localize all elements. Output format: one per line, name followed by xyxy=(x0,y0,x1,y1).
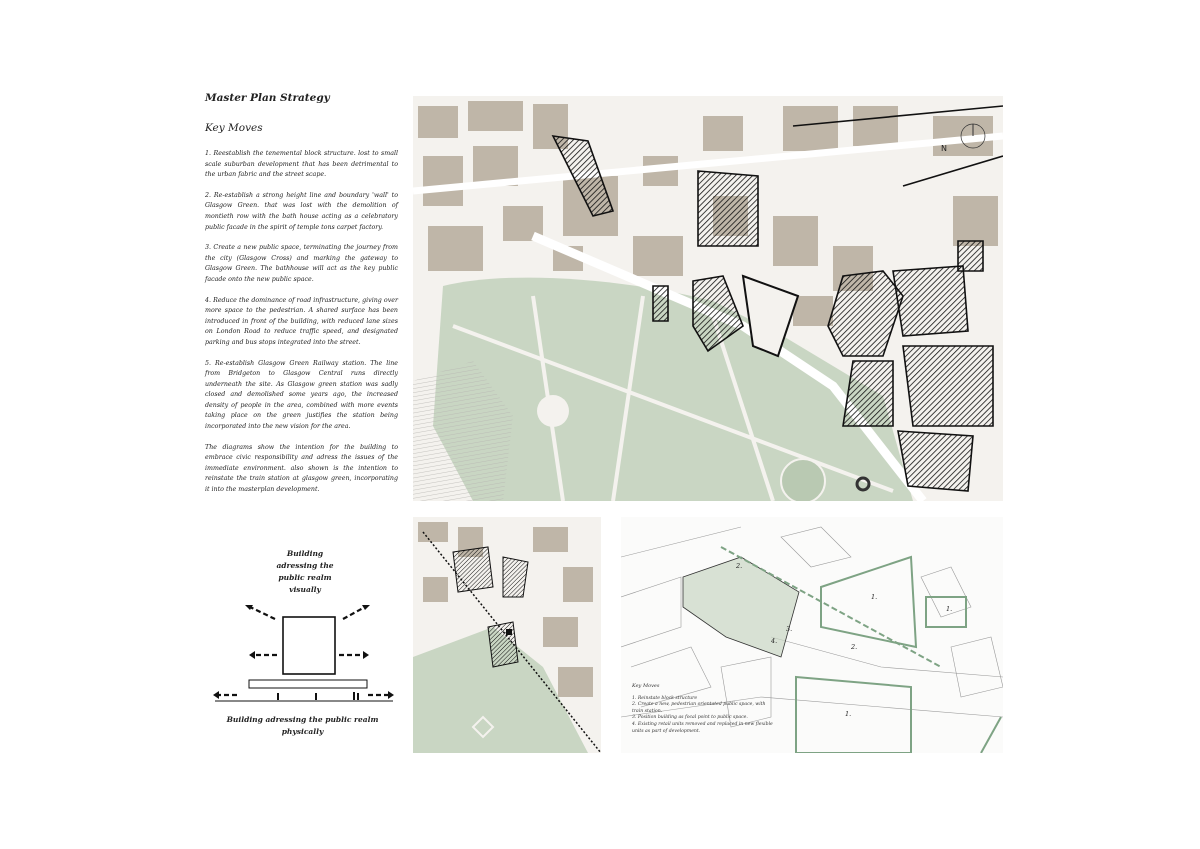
person-figure xyxy=(277,693,279,700)
new-block xyxy=(903,346,993,426)
axo-label: 1. xyxy=(845,710,852,718)
person-figure xyxy=(315,693,317,700)
concept-diagram xyxy=(205,595,400,710)
person-figure xyxy=(353,692,355,700)
key-move-5: 5. Re-establish Glasgow Green Railway station. The line from Bridgeton to Glasgow Central runs directly underneath the site. As Glasgow green station was sadly closed and demolished some years ago, the increased density of people in the area, combined with more events taking place on the green justifies the station being incorporated into the new vision for the area. xyxy=(205,359,398,431)
new-block xyxy=(453,547,493,592)
key-move-3: 3. Create a new public space, terminating the journey from the city (Glasgow Cross) and marking the gateway to Glasgow Green. The bathhouse will act as the key public facade onto the new public space. xyxy=(205,244,398,283)
north-label: N xyxy=(941,144,947,153)
axo-label: 1. xyxy=(871,593,878,601)
axo-label: 1. xyxy=(946,605,953,613)
ground-strip xyxy=(249,680,367,688)
diagram-caption-visual: Building adressing the public realm visually xyxy=(276,549,334,594)
main-masterplan-map xyxy=(413,96,1003,501)
axo-key-item: 4. Existing retail units removed and replaced in new flexible units as part of development. xyxy=(632,721,773,734)
park-roundabout xyxy=(537,395,569,427)
axo-key xyxy=(632,683,777,735)
new-block xyxy=(958,241,983,271)
key-move-4: 4. Reduce the dominance of road infrastructure, giving over more space to the pedestrian. A shared surface has been introduced in front of the building, with reduced lane sizes on London Road to reduce traffic speed, and designated parking and bus stops integrated into the street. xyxy=(205,296,398,346)
axo-key-item: 3. Position building as focal point to public space. xyxy=(632,715,748,721)
new-block xyxy=(843,361,893,426)
proposed-building-volume xyxy=(683,557,799,657)
diagram-intent-text: The diagrams show the intention for the building to embrace civic responsibility and adress the issues of the immediate environment. also shown is the intention to reinstate the train station at glasgow green, incorporating it into the masterplan development. xyxy=(205,443,398,494)
key-move-2: 2. Re-establish a strong height line and boundary 'wall' to Glasgow Green. that was lost with the demolition of montieth row with the bath house acting as a celebratory public facade in the spirit of temple tons carpet factory. xyxy=(205,191,398,231)
strategy-text-column xyxy=(205,92,398,506)
key-moves-heading: Key Moves xyxy=(205,122,263,134)
diagram-caption-physical: Building adressing the public realm physically xyxy=(226,715,379,736)
arrow-up-right xyxy=(343,607,365,619)
new-block xyxy=(893,266,968,336)
new-block xyxy=(653,286,668,321)
axo-key-item: 1. Reinstate block structure xyxy=(632,695,698,701)
block-1-outline xyxy=(796,677,911,753)
new-block xyxy=(698,171,758,246)
arrow-up-left xyxy=(250,607,275,619)
axo-label: 4. xyxy=(771,637,778,645)
axo-label: 2. xyxy=(851,643,858,651)
station-context-map xyxy=(413,517,601,753)
key-move-1: 1. Reestablish the tenemental block structure. lost to small scale suburban development that has been detrimental to the urban fabric and the street scape. xyxy=(205,150,398,179)
person-figure xyxy=(357,693,359,700)
axo-key-title: Key Moves xyxy=(632,683,660,689)
station-marker xyxy=(506,629,512,635)
building-block xyxy=(283,617,335,674)
axo-label: 3. xyxy=(786,625,793,633)
new-block xyxy=(898,431,973,491)
axo-label: 2. xyxy=(736,562,743,570)
page-title: Master Plan Strategy xyxy=(205,92,330,104)
axo-key-item: 2. Create a new, pedestrian orientated public space, with train station. xyxy=(632,702,766,714)
block-1-outline xyxy=(821,557,916,647)
new-block xyxy=(503,557,528,597)
